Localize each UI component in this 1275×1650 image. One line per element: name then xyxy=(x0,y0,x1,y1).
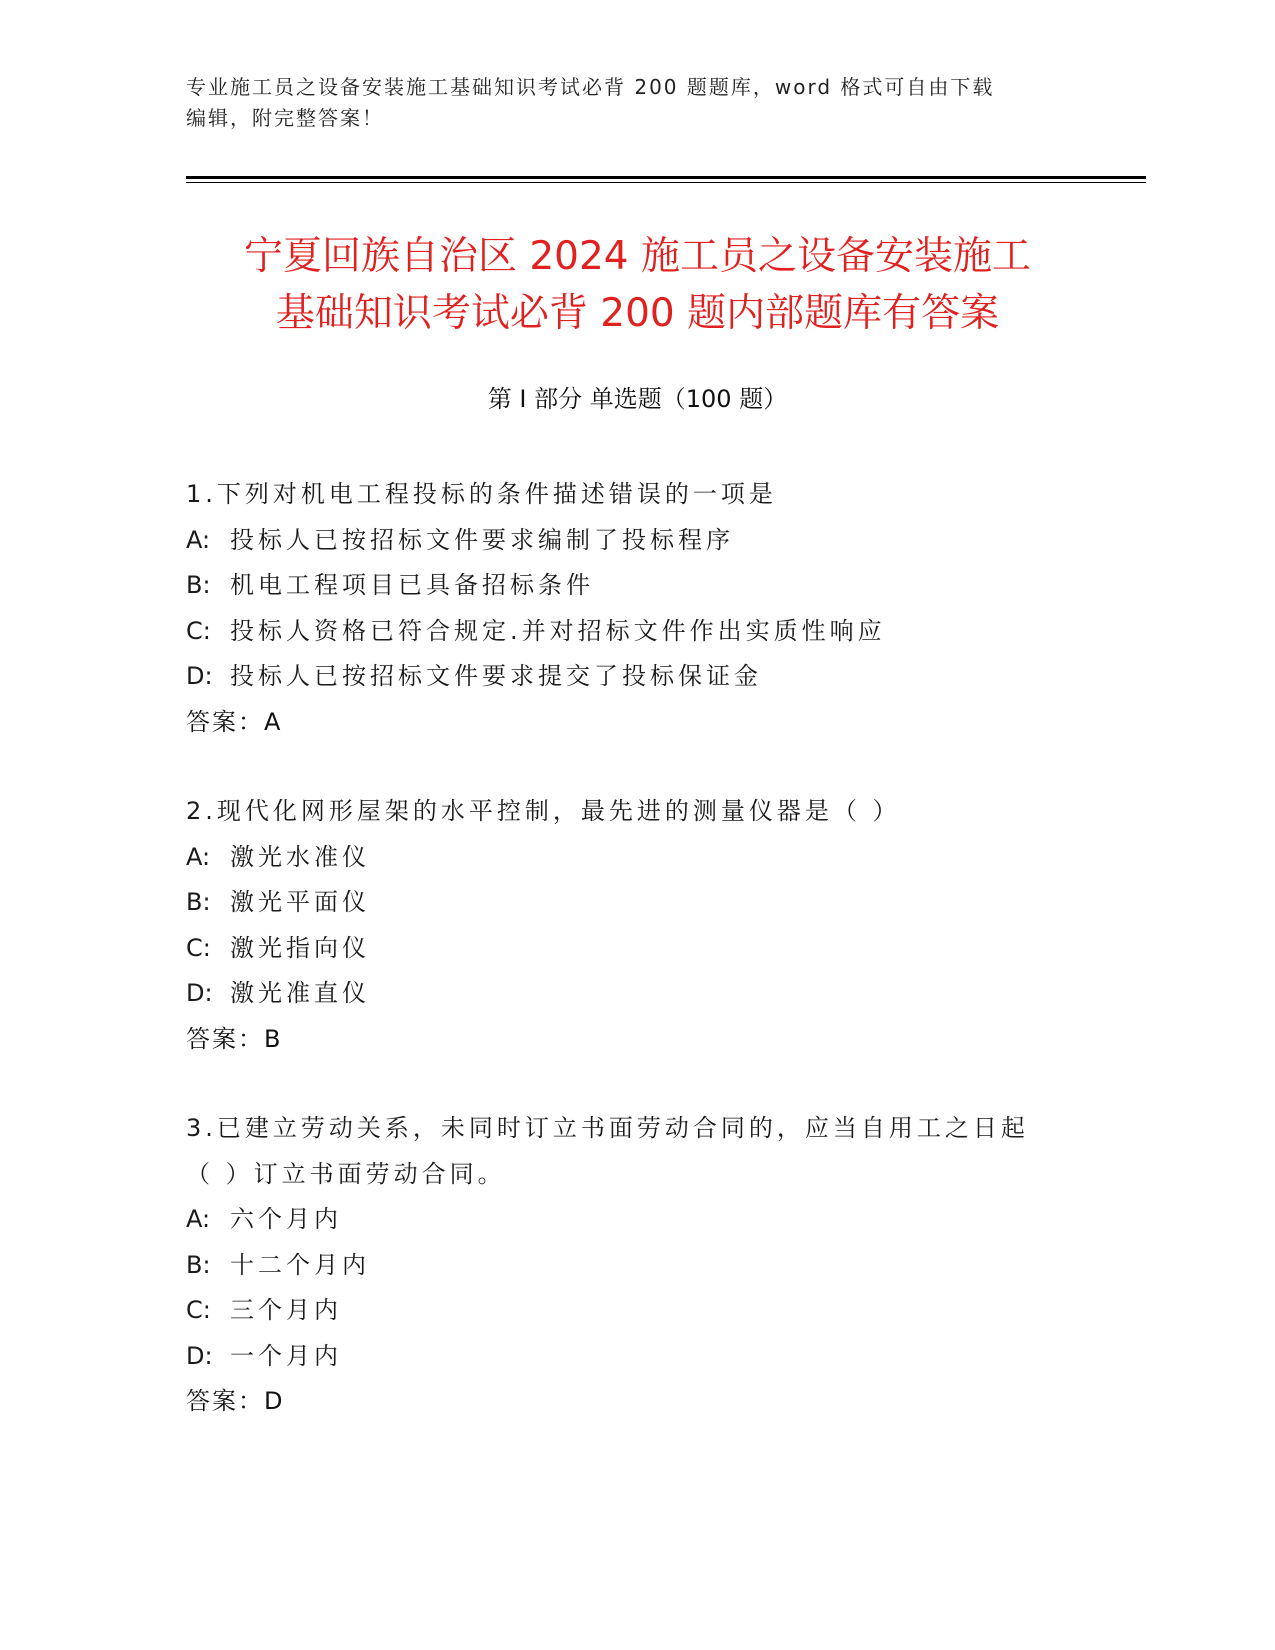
header-note xyxy=(186,72,1086,134)
section-heading: 第 I 部分 单选题（100 题） xyxy=(487,385,788,413)
question-3 xyxy=(186,1106,1086,1425)
question-stem: 1.下列对机电工程投标的条件描述错误的一项是 xyxy=(186,480,777,508)
option-letter: C: xyxy=(186,933,211,962)
document-title-line1: 宁夏回族自治区 2024 施工员之设备安装施工 xyxy=(243,234,1032,279)
option-text: 机电工程项目已具备招标条件 xyxy=(230,571,594,599)
option-letter: A: xyxy=(186,525,211,554)
question-stem: 2.现代化网形屋架的水平控制，最先进的测量仪器是（ ） xyxy=(186,797,901,825)
option-letter: D: xyxy=(186,1341,213,1370)
option-c xyxy=(186,609,1086,655)
option-letter: B: xyxy=(186,571,211,599)
option-letter: A: xyxy=(186,1205,211,1233)
option-text: 六个月内 xyxy=(230,1205,342,1233)
option-d xyxy=(186,1334,1086,1380)
option-d xyxy=(186,654,1086,700)
option-letter: C: xyxy=(186,616,211,645)
option-c xyxy=(186,1288,1086,1334)
question-list xyxy=(186,472,1086,1469)
option-text: 三个月内 xyxy=(230,1296,342,1324)
answer-key: 答案：B xyxy=(186,1024,283,1053)
answer-key: 答案：D xyxy=(186,1387,285,1415)
option-text: 一个月内 xyxy=(230,1341,342,1370)
option-text: 投标人已按招标文件要求编制了投标程序 xyxy=(230,525,734,554)
option-letter: C: xyxy=(186,1296,211,1324)
header-note-line2: 编辑，附完整答案！ xyxy=(186,106,384,130)
option-letter: B: xyxy=(186,1250,211,1279)
option-a xyxy=(186,1197,1086,1243)
question-2 xyxy=(186,789,1086,1062)
option-text: 投标人已按招标文件要求提交了投标保证金 xyxy=(230,662,762,690)
option-a xyxy=(186,518,1086,564)
option-text: 激光准直仪 xyxy=(230,979,370,1007)
option-letter: B: xyxy=(186,888,211,916)
option-b xyxy=(186,880,1086,926)
document-title-line2: 基础知识考试必背 200 题内部题库有答案 xyxy=(275,291,1000,336)
option-d xyxy=(186,971,1086,1017)
option-a xyxy=(186,835,1086,881)
option-text: 激光平面仪 xyxy=(230,888,370,916)
answer-key: 答案：A xyxy=(186,707,283,736)
option-b xyxy=(186,563,1086,609)
question-stem-continued: （ ）订立书面劳动合同。 xyxy=(186,1159,506,1188)
question-stem: 3.已建立劳动关系，未同时订立书面劳动合同的，应当自用工之日起 xyxy=(186,1114,1029,1142)
header-note-line1: 专业施工员之设备安装施工基础知识考试必背 200 题题库，word 格式可自由下载 xyxy=(186,75,995,99)
header-divider-thin xyxy=(186,182,1146,183)
option-c xyxy=(186,926,1086,972)
question-1 xyxy=(186,472,1086,745)
option-b xyxy=(186,1243,1086,1289)
header-divider-thick xyxy=(186,176,1146,179)
option-text: 激光水准仪 xyxy=(230,842,370,871)
option-text: 十二个月内 xyxy=(230,1250,370,1279)
option-text: 激光指向仪 xyxy=(230,933,370,962)
document-title xyxy=(150,228,1125,342)
option-letter: A: xyxy=(186,842,211,871)
option-letter: D: xyxy=(186,662,213,690)
option-text: 投标人资格已符合规定.并对招标文件作出实质性响应 xyxy=(230,616,886,645)
option-letter: D: xyxy=(186,979,213,1007)
